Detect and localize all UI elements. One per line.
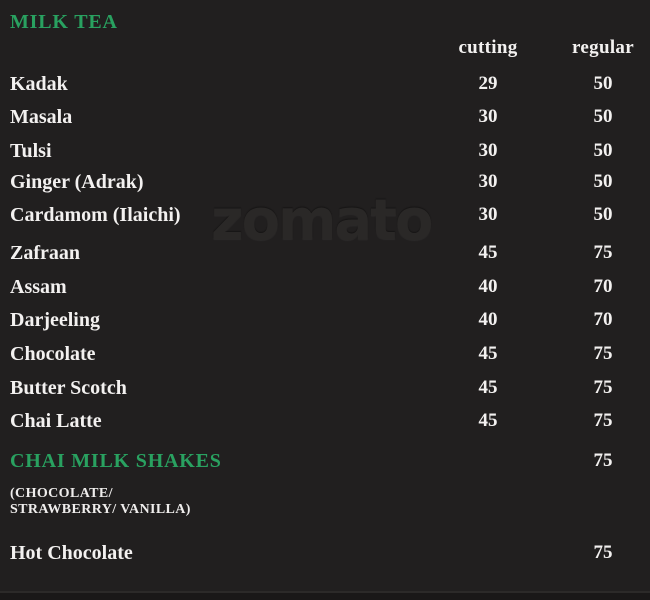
section-price-regular: 75 xyxy=(593,450,613,471)
item-name: Chai Latte xyxy=(10,410,102,432)
item-name: Assam xyxy=(10,276,67,298)
column-header-cutting: cutting xyxy=(458,37,518,58)
item-name: Hot Chocolate xyxy=(10,542,133,564)
zomato-watermark: zomato xyxy=(211,188,432,253)
menu-item-row xyxy=(0,73,650,97)
menu-item-row xyxy=(0,106,650,130)
item-name: Zafraan xyxy=(10,242,80,264)
menu-item-row xyxy=(0,171,650,195)
item-name: Tulsi xyxy=(10,140,52,162)
column-header-regular: regular xyxy=(572,37,634,58)
item-name: Butter Scotch xyxy=(10,377,127,399)
item-price-cutting: 45 xyxy=(478,410,498,431)
section-title-chai-milk-shakes: CHAI MILK SHAKES xyxy=(10,450,222,472)
item-name: Kadak xyxy=(10,73,68,95)
item-price-cutting: 29 xyxy=(478,73,498,94)
section-title-milk-tea: MILK TEA xyxy=(10,11,118,33)
item-price-cutting: 30 xyxy=(478,171,498,192)
item-name: Masala xyxy=(10,106,73,128)
item-name: Ginger (Adrak) xyxy=(10,171,144,193)
menu-item-row xyxy=(0,276,650,300)
item-price-regular: 75 xyxy=(593,377,613,398)
menu-item-row xyxy=(0,542,650,566)
item-price-cutting: 30 xyxy=(478,106,498,127)
item-price-regular: 50 xyxy=(593,171,613,192)
item-price-cutting: 40 xyxy=(478,309,498,330)
item-price-regular: 70 xyxy=(593,309,613,330)
section-header-row xyxy=(0,450,650,474)
item-price-regular: 75 xyxy=(593,542,613,563)
menu-item-row xyxy=(0,242,650,266)
item-price-cutting: 45 xyxy=(478,343,498,364)
menu-item-row xyxy=(0,204,650,228)
item-price-regular: 70 xyxy=(593,276,613,297)
item-price-regular: 50 xyxy=(593,204,613,225)
menu-item-row xyxy=(0,343,650,367)
item-price-regular: 50 xyxy=(593,140,613,161)
menu-item-row xyxy=(0,410,650,434)
item-price-regular: 75 xyxy=(593,343,613,364)
menu-item-row xyxy=(0,140,650,164)
item-price-regular: 50 xyxy=(593,106,613,127)
item-price-regular: 50 xyxy=(593,73,613,94)
menu-item-row xyxy=(0,309,650,333)
item-price-cutting: 30 xyxy=(478,140,498,161)
item-name: Chocolate xyxy=(10,343,96,365)
column-header-row xyxy=(0,37,650,61)
item-price-cutting: 30 xyxy=(478,204,498,225)
item-price-cutting: 45 xyxy=(478,242,498,263)
item-price-regular: 75 xyxy=(593,410,613,431)
item-name: Darjeeling xyxy=(10,309,100,331)
menu-item-row xyxy=(0,377,650,401)
flavour-note-line-1: (CHOCOLATE/ xyxy=(10,486,113,501)
bottom-edge-band xyxy=(0,593,650,600)
item-price-cutting: 40 xyxy=(478,276,498,297)
item-name: Cardamom (Ilaichi) xyxy=(10,204,181,226)
flavour-note-line-2: STRAWBERRY/ VANILLA) xyxy=(10,502,191,517)
item-price-cutting: 45 xyxy=(478,377,498,398)
item-price-regular: 75 xyxy=(593,242,613,263)
